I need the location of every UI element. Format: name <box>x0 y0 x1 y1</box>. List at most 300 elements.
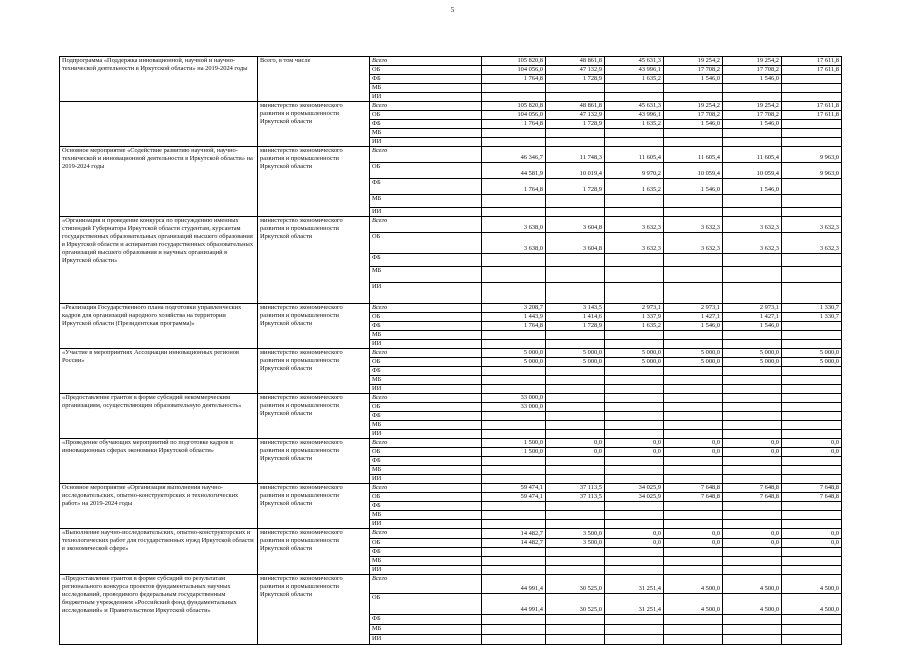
amount-cell <box>546 138 605 147</box>
amount-cell <box>782 430 842 439</box>
amount-cell <box>546 84 605 93</box>
funding-source-cell: ФБ <box>370 367 482 376</box>
amount-cell <box>782 466 842 475</box>
amount-cell: 17 611,8 <box>782 66 842 75</box>
amount-cell: 33 000,0 <box>482 403 546 412</box>
funding-source-cell: ИИ <box>370 475 482 484</box>
table-row <box>60 394 842 403</box>
amount-cell <box>605 520 664 529</box>
amount-cell: 5 000,0 <box>482 358 546 367</box>
amount-cell <box>723 84 782 93</box>
amount-cell: 1 427,1 <box>723 313 782 322</box>
amount-cell <box>482 502 546 511</box>
amount-cell <box>546 267 605 283</box>
amount-cell <box>782 502 842 511</box>
amount-cell: 5 000,0 <box>482 349 546 358</box>
amount-cell <box>546 195 605 208</box>
amount-cell <box>782 635 842 645</box>
amount-cell <box>546 520 605 529</box>
amount-cell: 1 414,6 <box>546 313 605 322</box>
amount-cell: 5 000,0 <box>605 349 664 358</box>
amount-cell: 5 000,0 <box>546 358 605 367</box>
amount-cell: 2 973,1 <box>664 304 723 313</box>
amount-cell: 1 546,0 <box>664 179 723 195</box>
amount-cell: 30 525,0 <box>546 594 605 615</box>
amount-cell: 14 482,7 <box>482 529 546 539</box>
amount-cell: 9 963,0 <box>782 163 842 179</box>
amount-cell <box>723 129 782 138</box>
amount-cell <box>782 566 842 575</box>
amount-cell <box>605 208 664 217</box>
funding-source-cell: ИИ <box>370 385 482 394</box>
amount-cell: 5 000,0 <box>605 358 664 367</box>
amount-cell <box>482 267 546 283</box>
amount-cell: 4 500,0 <box>664 594 723 615</box>
amount-cell <box>605 138 664 147</box>
amount-cell <box>664 254 723 267</box>
amount-cell <box>546 385 605 394</box>
amount-cell: 10 019,4 <box>546 163 605 179</box>
amount-cell <box>482 93 546 102</box>
amount-cell <box>605 421 664 430</box>
amount-cell: 105 820,8 <box>482 102 546 111</box>
amount-cell: 45 631,3 <box>605 57 664 66</box>
amount-cell: 5 000,0 <box>782 358 842 367</box>
funding-source-cell: ФБ <box>370 75 482 84</box>
amount-cell: 34 025,9 <box>605 493 664 502</box>
amount-cell: 44 991,4 <box>482 594 546 615</box>
amount-cell: 43 996,1 <box>605 66 664 75</box>
amount-cell <box>605 548 664 557</box>
amount-cell <box>723 475 782 484</box>
amount-cell <box>723 376 782 385</box>
funding-source-cell: ОБ <box>370 539 482 548</box>
funding-source-cell: МБ <box>370 557 482 566</box>
amount-cell: 4 500,0 <box>782 575 842 594</box>
amount-cell <box>782 511 842 520</box>
amount-cell: 45 631,3 <box>605 102 664 111</box>
amount-cell: 3 632,3 <box>664 217 723 233</box>
amount-cell: 17 611,8 <box>782 111 842 120</box>
amount-cell <box>664 394 723 403</box>
amount-cell: 1 330,7 <box>782 313 842 322</box>
amount-cell <box>664 267 723 283</box>
amount-cell: 47 132,9 <box>546 66 605 75</box>
amount-cell: 3 632,3 <box>605 233 664 254</box>
funding-source-cell: Всего <box>370 217 482 233</box>
amount-cell: 0,0 <box>782 439 842 448</box>
amount-cell <box>605 376 664 385</box>
funding-source-cell: МБ <box>370 376 482 385</box>
amount-cell <box>664 129 723 138</box>
funding-source-cell: МБ <box>370 511 482 520</box>
amount-cell: 1 728,9 <box>546 322 605 331</box>
amount-cell: 3 638,0 <box>482 217 546 233</box>
amount-cell: 5 000,0 <box>546 349 605 358</box>
amount-cell <box>723 520 782 529</box>
amount-cell <box>605 283 664 304</box>
amount-cell <box>782 457 842 466</box>
amount-cell <box>664 466 723 475</box>
amount-cell <box>723 511 782 520</box>
amount-cell: 1 728,9 <box>546 75 605 84</box>
amount-cell <box>546 283 605 304</box>
funding-source-cell: ИИ <box>370 93 482 102</box>
amount-cell <box>782 129 842 138</box>
amount-cell: 19 254,2 <box>664 57 723 66</box>
amount-cell <box>605 394 664 403</box>
funding-source-cell: ФБ <box>370 502 482 511</box>
amount-cell <box>482 254 546 267</box>
amount-cell: 105 820,8 <box>482 57 546 66</box>
amount-cell <box>664 93 723 102</box>
amount-cell <box>723 403 782 412</box>
amount-cell: 5 000,0 <box>782 349 842 358</box>
amount-cell: 1 764,8 <box>482 120 546 129</box>
funding-source-cell: ОБ <box>370 493 482 502</box>
funding-source-cell: ФБ <box>370 322 482 331</box>
amount-cell <box>546 566 605 575</box>
amount-cell: 19 254,2 <box>723 102 782 111</box>
amount-cell: 59 474,1 <box>482 484 546 493</box>
table-body <box>60 57 842 645</box>
amount-cell: 3 500,0 <box>546 539 605 548</box>
amount-cell: 3 632,3 <box>605 217 664 233</box>
amount-cell <box>723 502 782 511</box>
amount-cell <box>664 502 723 511</box>
amount-cell <box>723 615 782 625</box>
funding-source-cell: ФБ <box>370 457 482 466</box>
activity-name-cell: Подпрограмма «Поддержка инновационной, научной и научно-технической деятельности в Иркутской области» на 2019-2024 годы <box>60 57 258 102</box>
amount-cell: 31 251,4 <box>605 575 664 594</box>
amount-cell <box>482 548 546 557</box>
executor-cell: министерство экономического развития и промышленности Иркутской области <box>258 349 370 394</box>
amount-cell: 1 635,2 <box>605 75 664 84</box>
amount-cell: 3 604,8 <box>546 217 605 233</box>
table-row <box>60 147 842 163</box>
table-row <box>60 217 842 233</box>
amount-cell: 0,0 <box>782 539 842 548</box>
amount-cell <box>605 625 664 635</box>
amount-cell <box>782 625 842 635</box>
amount-cell <box>782 394 842 403</box>
amount-cell: 10 059,4 <box>664 163 723 179</box>
funding-source-cell: МБ <box>370 195 482 208</box>
amount-cell <box>546 475 605 484</box>
table-row <box>60 102 842 111</box>
funding-source-cell: ИИ <box>370 566 482 575</box>
amount-cell <box>723 635 782 645</box>
funding-source-cell: ФБ <box>370 179 482 195</box>
funding-source-cell: МБ <box>370 331 482 340</box>
funding-source-cell: Всего <box>370 529 482 539</box>
table-row <box>60 439 842 448</box>
amount-cell <box>482 283 546 304</box>
amount-cell: 2 973,1 <box>723 304 782 313</box>
amount-cell: 1 500,0 <box>482 439 546 448</box>
amount-cell <box>782 412 842 421</box>
amount-cell <box>723 457 782 466</box>
amount-cell <box>723 566 782 575</box>
amount-cell <box>664 340 723 349</box>
amount-cell: 3 638,0 <box>482 233 546 254</box>
amount-cell <box>664 84 723 93</box>
amount-cell <box>723 254 782 267</box>
amount-cell: 37 113,5 <box>546 484 605 493</box>
amount-cell <box>664 385 723 394</box>
amount-cell <box>664 412 723 421</box>
amount-cell <box>782 208 842 217</box>
amount-cell: 3 632,3 <box>664 233 723 254</box>
amount-cell <box>546 403 605 412</box>
amount-cell: 0,0 <box>664 448 723 457</box>
activity-name-cell: «Организация и проведение конкурса по присуждению именных стипендий Губернатора Иркутской области студентам, курсантам государственных образовательных организаций высшего образования в Иркутской области и аспирантам государственных образовательных организаций высшего образования и научных организаций в Иркутской области» <box>60 217 258 304</box>
amount-cell <box>664 635 723 645</box>
page-number: 5 <box>450 6 455 14</box>
amount-cell <box>782 385 842 394</box>
amount-cell <box>482 138 546 147</box>
amount-cell <box>605 403 664 412</box>
amount-cell: 3 604,8 <box>546 233 605 254</box>
amount-cell: 0,0 <box>546 448 605 457</box>
amount-cell: 0,0 <box>546 439 605 448</box>
amount-cell <box>723 412 782 421</box>
amount-cell <box>664 403 723 412</box>
table-row <box>60 529 842 539</box>
activity-name-cell: «Выполнение научно-исследовательских, опытно-конструкторских и технологических работ для государственных нужд Иркутской области в экономической сфере» <box>60 529 258 575</box>
amount-cell: 0,0 <box>723 439 782 448</box>
activity-name-cell: «Предоставление грантов в форме субсидий по результатам регионального конкурса проектов фундаментальных научных исследований, проводимого федеральным государственным бюджетным учреждением «Российский фонд фундаментальных исследований» и Правительством Иркутской области» <box>60 575 258 645</box>
amount-cell <box>664 421 723 430</box>
amount-cell <box>546 466 605 475</box>
amount-cell: 1 337,9 <box>605 313 664 322</box>
amount-cell <box>723 331 782 340</box>
amount-cell: 104 056,0 <box>482 66 546 75</box>
amount-cell: 7 648,8 <box>664 493 723 502</box>
amount-cell: 1 546,0 <box>664 322 723 331</box>
amount-cell: 43 996,1 <box>605 111 664 120</box>
amount-cell <box>723 367 782 376</box>
amount-cell <box>482 376 546 385</box>
executor-cell: министерство экономического развития и промышленности Иркутской области <box>258 304 370 349</box>
amount-cell: 3 632,3 <box>723 217 782 233</box>
funding-source-cell: ФБ <box>370 254 482 267</box>
amount-cell: 7 648,8 <box>723 484 782 493</box>
amount-cell: 33 000,0 <box>482 394 546 403</box>
amount-cell: 11 605,4 <box>723 147 782 163</box>
activity-name-cell: «Предоставление грантов в форме субсидий некоммерческим организациям, осуществляющим образовательную деятельность» <box>60 394 258 439</box>
amount-cell: 1 546,0 <box>723 120 782 129</box>
amount-cell: 2 973,1 <box>605 304 664 313</box>
funding-source-cell: МБ <box>370 421 482 430</box>
amount-cell: 1 635,2 <box>605 120 664 129</box>
amount-cell <box>723 421 782 430</box>
activity-name-cell: Основное мероприятие «Организация выполнения научно-исследовательских, опытно-конструкторских и технологических работ» на 2019-2024 годы <box>60 484 258 529</box>
funding-source-cell: Всего <box>370 102 482 111</box>
amount-cell <box>605 254 664 267</box>
funding-source-cell: ИИ <box>370 208 482 217</box>
amount-cell: 17 708,2 <box>723 111 782 120</box>
amount-cell: 37 113,5 <box>546 493 605 502</box>
amount-cell <box>546 430 605 439</box>
amount-cell: 1 635,2 <box>605 179 664 195</box>
amount-cell <box>605 385 664 394</box>
amount-cell <box>782 84 842 93</box>
amount-cell <box>546 421 605 430</box>
amount-cell: 1 764,8 <box>482 75 546 84</box>
amount-cell <box>723 208 782 217</box>
amount-cell <box>546 457 605 466</box>
funding-source-cell: ОБ <box>370 313 482 322</box>
budget-table <box>59 56 842 645</box>
amount-cell <box>605 511 664 520</box>
amount-cell <box>546 511 605 520</box>
funding-source-cell: Всего <box>370 394 482 403</box>
amount-cell <box>482 385 546 394</box>
amount-cell <box>605 430 664 439</box>
amount-cell: 1 728,9 <box>546 120 605 129</box>
amount-cell <box>723 267 782 283</box>
funding-source-cell: МБ <box>370 129 482 138</box>
amount-cell: 1 635,2 <box>605 322 664 331</box>
amount-cell <box>723 430 782 439</box>
amount-cell <box>664 195 723 208</box>
amount-cell: 1 546,0 <box>664 75 723 84</box>
amount-cell <box>723 625 782 635</box>
funding-source-cell: ОБ <box>370 403 482 412</box>
amount-cell <box>664 625 723 635</box>
table-row <box>60 349 842 358</box>
funding-source-cell: МБ <box>370 84 482 93</box>
amount-cell <box>664 520 723 529</box>
amount-cell <box>546 208 605 217</box>
executor-cell: Всего, в том числе <box>258 57 370 102</box>
amount-cell: 31 251,4 <box>605 594 664 615</box>
funding-source-cell: Всего <box>370 57 482 66</box>
funding-source-cell: ФБ <box>370 615 482 625</box>
amount-cell <box>605 84 664 93</box>
amount-cell <box>782 267 842 283</box>
amount-cell <box>723 466 782 475</box>
table-row <box>60 575 842 594</box>
amount-cell: 104 056,0 <box>482 111 546 120</box>
amount-cell <box>482 421 546 430</box>
amount-cell <box>723 138 782 147</box>
executor-cell: министерство экономического развития и промышленности Иркутской области <box>258 217 370 304</box>
amount-cell <box>482 129 546 138</box>
funding-source-cell: ИИ <box>370 340 482 349</box>
amount-cell: 3 632,3 <box>782 217 842 233</box>
amount-cell <box>605 267 664 283</box>
amount-cell: 1 728,9 <box>546 179 605 195</box>
amount-cell: 44 581,9 <box>482 163 546 179</box>
amount-cell: 5 000,0 <box>723 358 782 367</box>
amount-cell: 0,0 <box>664 539 723 548</box>
amount-cell <box>664 376 723 385</box>
amount-cell: 1 443,9 <box>482 313 546 322</box>
amount-cell <box>482 367 546 376</box>
funding-source-cell: Всего <box>370 439 482 448</box>
amount-cell <box>605 93 664 102</box>
amount-cell <box>723 385 782 394</box>
executor-cell: министерство экономического развития и промышленности Иркутской области <box>258 394 370 439</box>
funding-source-cell: Всего <box>370 575 482 594</box>
funding-source-cell: Всего <box>370 304 482 313</box>
amount-cell <box>482 520 546 529</box>
amount-cell: 10 059,4 <box>723 163 782 179</box>
amount-cell: 0,0 <box>723 539 782 548</box>
amount-cell: 17 708,2 <box>723 66 782 75</box>
amount-cell <box>782 615 842 625</box>
funding-source-cell: ОБ <box>370 66 482 75</box>
amount-cell: 0,0 <box>605 529 664 539</box>
amount-cell <box>605 367 664 376</box>
amount-cell <box>482 195 546 208</box>
amount-cell: 0,0 <box>664 529 723 539</box>
amount-cell <box>482 84 546 93</box>
amount-cell: 0,0 <box>782 529 842 539</box>
amount-cell: 1 546,0 <box>664 120 723 129</box>
amount-cell: 3 208,7 <box>482 304 546 313</box>
funding-source-cell: МБ <box>370 466 482 475</box>
amount-cell: 5 000,0 <box>664 358 723 367</box>
executor-cell: министерство экономического развития и промышленности Иркутской области <box>258 439 370 484</box>
amount-cell <box>782 403 842 412</box>
amount-cell: 5 000,0 <box>723 349 782 358</box>
amount-cell: 11 605,4 <box>664 147 723 163</box>
amount-cell <box>605 412 664 421</box>
amount-cell <box>723 283 782 304</box>
amount-cell <box>605 635 664 645</box>
amount-cell <box>482 635 546 645</box>
amount-cell <box>664 208 723 217</box>
amount-cell <box>664 557 723 566</box>
amount-cell: 0,0 <box>664 439 723 448</box>
amount-cell: 4 500,0 <box>723 594 782 615</box>
amount-cell <box>605 195 664 208</box>
amount-cell: 19 254,2 <box>664 102 723 111</box>
amount-cell: 17 708,2 <box>664 111 723 120</box>
amount-cell <box>605 566 664 575</box>
funding-source-cell: ОБ <box>370 233 482 254</box>
amount-cell: 4 500,0 <box>782 594 842 615</box>
funding-source-cell: Всего <box>370 349 482 358</box>
amount-cell <box>782 138 842 147</box>
amount-cell <box>782 367 842 376</box>
amount-cell <box>482 430 546 439</box>
amount-cell <box>782 322 842 331</box>
amount-cell: 34 025,9 <box>605 484 664 493</box>
amount-cell: 1 764,8 <box>482 322 546 331</box>
funding-source-cell: ОБ <box>370 163 482 179</box>
amount-cell <box>605 557 664 566</box>
executor-cell: министерство экономического развития и промышленности Иркутской области <box>258 529 370 575</box>
amount-cell <box>664 457 723 466</box>
activity-name-cell: Основное мероприятие «Содействие развитию научной, научно-технической и инновационной деятельности в Иркутской области» на 2019-2024 годы <box>60 147 258 217</box>
amount-cell <box>664 331 723 340</box>
executor-cell: министерство экономического развития и промышленности Иркутской области <box>258 484 370 529</box>
amount-cell: 59 474,1 <box>482 493 546 502</box>
amount-cell <box>782 520 842 529</box>
amount-cell <box>782 254 842 267</box>
amount-cell <box>782 475 842 484</box>
amount-cell <box>546 331 605 340</box>
amount-cell: 1 546,0 <box>723 322 782 331</box>
activity-name-cell: «Реализация Государственного плана подготовки управленческих кадров для организаций народного хозяйства на территории Иркутской области (Президентская программа)» <box>60 304 258 349</box>
amount-cell: 3 500,0 <box>546 529 605 539</box>
amount-cell <box>546 625 605 635</box>
funding-source-cell: ОБ <box>370 358 482 367</box>
